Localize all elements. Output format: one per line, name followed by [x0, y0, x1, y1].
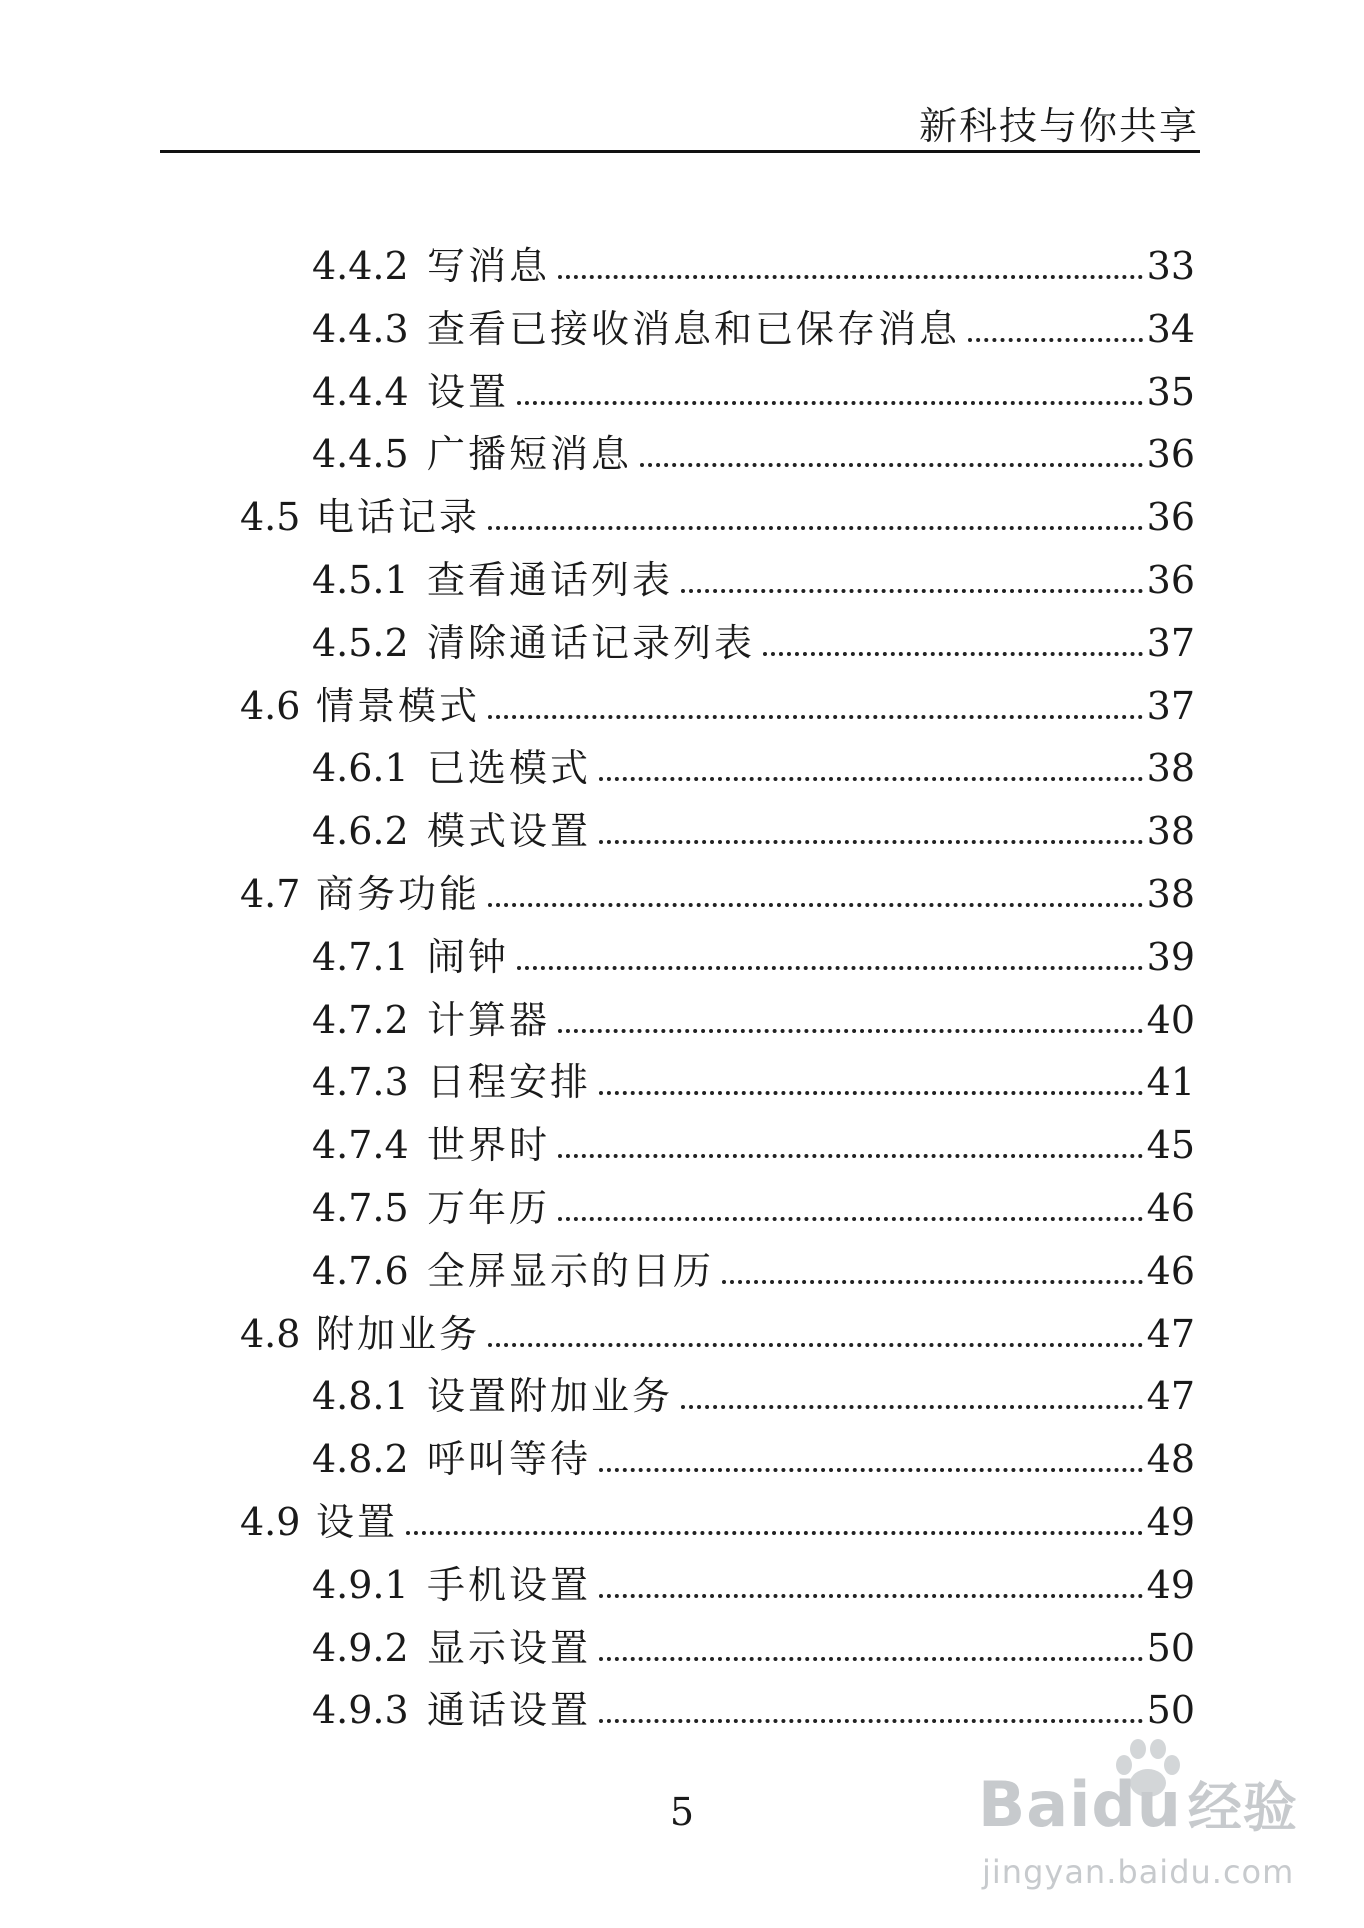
toc-entry-number: 4.4.5: [312, 432, 409, 477]
toc-entry: [312, 1233, 1195, 1293]
toc-dot-leader: [599, 1091, 1143, 1095]
toc-dot-leader: [599, 1719, 1143, 1723]
toc-dot-leader: [488, 526, 1143, 530]
toc-entry-number: 4.8.1: [312, 1374, 409, 1419]
toc-entry: [312, 1672, 1195, 1732]
toc-entry-page: 38: [1146, 809, 1195, 854]
watermark-brand: Bai: [978, 1768, 1092, 1841]
toc-entry-page: 50: [1146, 1625, 1195, 1670]
toc-entry-page: 46: [1146, 1248, 1195, 1293]
toc-dot-leader: [681, 1405, 1143, 1409]
toc-dot-leader: [968, 338, 1143, 342]
toc-entry-title: 闹钟: [427, 934, 510, 979]
toc-entry-title: 查看通话列表: [427, 558, 674, 602]
toc-entry: [240, 479, 1195, 539]
toc-entry-page: 50: [1146, 1688, 1195, 1733]
toc-entry: [240, 1296, 1195, 1356]
toc-entry: [312, 919, 1195, 979]
running-header: 新科技与你共享: [918, 104, 1199, 148]
toc-entry: [312, 1358, 1195, 1418]
toc-entry: [312, 1421, 1195, 1481]
toc-entry: [312, 354, 1195, 414]
toc-entry-page: 39: [1146, 934, 1195, 979]
toc-entry-number: 4.7.6: [312, 1248, 409, 1293]
toc-entry: [312, 1610, 1195, 1670]
toc-entry: [312, 1107, 1195, 1167]
toc-entry-page: 41: [1146, 1060, 1195, 1105]
toc-entry-title: 查看已接收消息和已保存消息: [427, 306, 961, 351]
toc-entry-page: 37: [1146, 683, 1195, 728]
toc-entry-number: 4.5: [240, 495, 301, 540]
toc-entry: [312, 1044, 1195, 1104]
toc-entry-number: 4.7.3: [312, 1060, 409, 1105]
toc-dot-leader: [488, 715, 1143, 719]
toc-entry: [312, 1170, 1195, 1230]
toc-entry-page: 37: [1146, 620, 1195, 665]
toc-entry-number: 4.7.2: [312, 997, 409, 1042]
toc-dot-leader: [599, 1594, 1143, 1598]
toc-entry-title: 已选模式: [427, 746, 592, 791]
toc-entry-title: 全屏显示的日历: [427, 1248, 715, 1293]
toc-dot-leader: [599, 1657, 1143, 1661]
toc-dot-leader: [558, 1217, 1143, 1221]
toc-entry-number: 4.9.3: [312, 1688, 409, 1733]
toc-dot-leader: [599, 777, 1143, 781]
toc-entry-number: 4.6: [240, 683, 301, 728]
toc-entry: [312, 291, 1195, 351]
toc-entry-number: 4.7.5: [312, 1186, 409, 1230]
toc-entry-number: 4.8.2: [312, 1437, 409, 1482]
toc-entry-number: 4.8: [240, 1311, 301, 1356]
toc-entry-title: 显示设置: [427, 1625, 592, 1670]
toc-dot-leader: [558, 1029, 1143, 1033]
toc-dot-leader: [558, 275, 1143, 279]
toc-entry-title: 附加业务: [316, 1311, 481, 1356]
toc-entry-page: 49: [1146, 1500, 1195, 1544]
toc-entry: [312, 416, 1195, 476]
toc-entry-title: 设置附加业务: [427, 1374, 674, 1419]
toc-entry-page: 38: [1146, 746, 1195, 791]
toc-dot-leader: [558, 1154, 1143, 1158]
toc-entry-title: 清除通话记录列表: [427, 620, 756, 665]
toc-entry-page: 38: [1146, 872, 1195, 916]
toc-entry-page: 40: [1146, 997, 1195, 1042]
toc-entry: [240, 856, 1195, 916]
toc-entry-title: 商务功能: [316, 872, 481, 916]
toc-entry-number: 4.7.1: [312, 934, 409, 979]
baidu-watermark: [958, 1735, 1298, 1905]
toc-dot-leader: [488, 1343, 1143, 1347]
toc-entry-title: 设置: [316, 1500, 399, 1544]
toc-entry-title: 电话记录: [316, 495, 481, 540]
toc-entry-number: 4.7.4: [312, 1123, 409, 1168]
toc-entry-title: 广播短消息: [427, 432, 633, 477]
toc-entry-number: 4.6.1: [312, 746, 409, 791]
toc-entry-page: 36: [1146, 432, 1195, 477]
page-number: 5: [669, 1790, 695, 1834]
toc-entry-number: 4.4.2: [312, 244, 409, 288]
toc-entry-title: 通话设置: [427, 1688, 592, 1733]
toc-entry-title: 世界时: [427, 1123, 551, 1168]
toc-entry-title: 万年历: [427, 1186, 551, 1230]
toc-entry-page: 49: [1146, 1562, 1195, 1607]
toc-entry-title: 情景模式: [316, 683, 481, 728]
toc-entry: [312, 542, 1195, 602]
toc-entry-title: 设置: [427, 369, 510, 414]
toc-entry: [312, 605, 1195, 665]
toc-entry-title: 计算器: [427, 997, 551, 1042]
toc-entry-number: 4.9.1: [312, 1562, 409, 1607]
toc-entry-title: 日程安排: [427, 1060, 592, 1105]
watermark-brand-cn: 经验: [1187, 1776, 1298, 1839]
toc-entry-number: 4.5.1: [312, 558, 409, 602]
toc-entry-number: 4.6.2: [312, 809, 409, 854]
toc-entry-page: 47: [1146, 1311, 1195, 1356]
toc-dot-leader: [722, 1280, 1143, 1284]
toc-entry-title: 手机设置: [427, 1562, 592, 1607]
toc-dot-leader: [517, 401, 1143, 405]
toc-entry: [312, 982, 1195, 1042]
toc-dot-leader: [406, 1531, 1143, 1535]
toc-entry-number: 4.5.2: [312, 620, 409, 665]
toc-dot-leader: [640, 463, 1143, 467]
toc-dot-leader: [517, 966, 1143, 970]
toc-entry: [312, 793, 1195, 853]
toc-entry-page: 45: [1146, 1123, 1195, 1168]
toc-dot-leader: [599, 1468, 1143, 1472]
toc-entry-number: 4.9.2: [312, 1625, 409, 1670]
toc-entry-page: 34: [1146, 306, 1195, 351]
toc-entry-page: 46: [1146, 1186, 1195, 1230]
toc-entry-number: 4.4.3: [312, 306, 409, 351]
toc-entry-page: 48: [1146, 1437, 1195, 1482]
toc-dot-leader: [763, 652, 1143, 656]
toc-entry-number: 4.9: [240, 1500, 301, 1544]
toc-entry-number: 4.4.4: [312, 369, 409, 414]
toc-entry-page: 36: [1146, 495, 1195, 540]
toc-entry-number: 4.7: [240, 872, 301, 916]
toc-entry-title: 呼叫等待: [427, 1437, 592, 1482]
toc-entry-title: 写消息: [427, 244, 551, 288]
toc-entry: [312, 228, 1195, 288]
toc-entry: [240, 1484, 1195, 1544]
toc-entry-page: 36: [1146, 558, 1195, 602]
toc-dot-leader: [681, 589, 1143, 593]
watermark-url: jingyan.baidu.com: [982, 1853, 1295, 1891]
toc-entry-page: 47: [1146, 1374, 1195, 1419]
watermark-brand-du: du: [1091, 1768, 1182, 1841]
toc-entry-page: 33: [1146, 244, 1195, 288]
toc-entry: [240, 668, 1195, 728]
toc-entry-page: 35: [1146, 369, 1195, 414]
header-rule: [160, 150, 1200, 153]
watermark-logo: [978, 1765, 1298, 1842]
toc-entry: [312, 1547, 1195, 1607]
toc-dot-leader: [488, 903, 1143, 907]
toc-entry: [312, 730, 1195, 790]
toc-dot-leader: [599, 840, 1143, 844]
toc-entry-title: 模式设置: [427, 809, 592, 854]
